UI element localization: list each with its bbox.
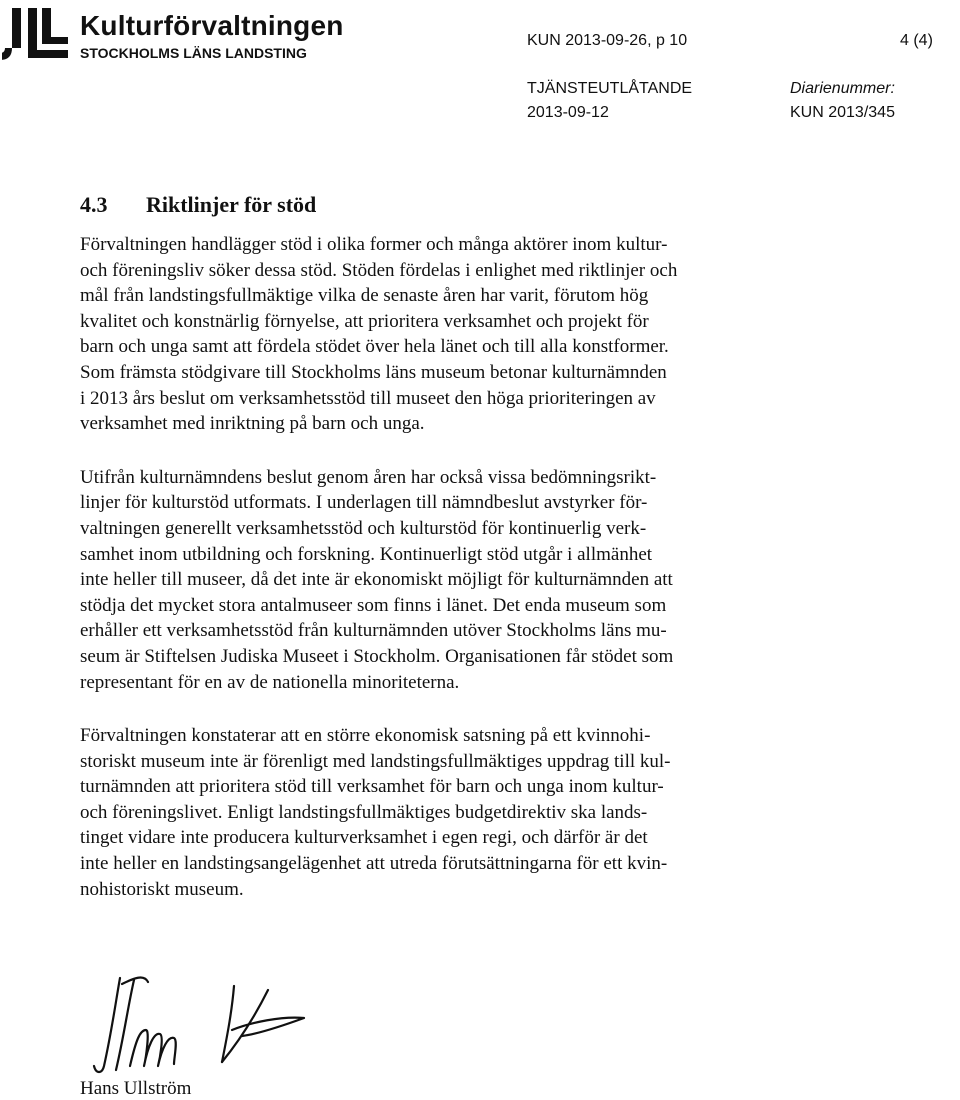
text-line: erhåller ett verksamhetsstöd från kulturnämnden utöver Stockholms läns mu- (80, 620, 667, 642)
text-line: Förvaltningen handlägger stöd i olika former och många aktörer inom kultur- (80, 234, 668, 255)
text-line: inte heller en landstingsangelägenhet att utreda förutsättningarna för ett kvin- (80, 853, 668, 875)
section-title: Riktlinjer för stöd (146, 192, 317, 217)
text-line: tinget vidare inte producera kulturverksamhet i egen regi, och därför är det (80, 827, 648, 849)
paragraph (80, 465, 820, 695)
text-line: och föreningsliv söker dessa stöd. Stöden fördelas i enlighet med riktlinjer och (80, 259, 678, 281)
text-line: Som främsta stödgivare till Stockholms läns museum betonar kulturnämnden (80, 361, 667, 383)
text-line: seum är Stiftelsen Judiska Museet i Stockholm. Organisationen får stödet som (80, 645, 674, 667)
text-line: representant för en av de nationella minoriteterna. (80, 671, 460, 693)
text-line: och föreningslivet. Enligt landstingsfullmäktiges budgetdirektiv ska lands- (80, 801, 648, 823)
text-line: i 2013 års beslut om verksamhetsstöd till museet den höga prioriteringen av (80, 387, 656, 409)
diarie-number: KUN 2013/345 (790, 104, 895, 121)
text-line: Förvaltningen konstaterar att en större ekonomisk satsning på ett kvinnohi- (80, 725, 651, 747)
text-line: barn och unga samt att fördela stödet över hela länet och till alla konstformer. (80, 336, 669, 358)
text-line: inte heller till museer, då det inte är ekonomiskt möjligt för kulturnämnden att (80, 569, 673, 591)
signer-name: Hans Ullström (80, 1078, 192, 1099)
organization-subtitle: STOCKHOLMS LÄNS LANDSTING (80, 45, 307, 61)
text-line: verksamhet med inriktning på barn och unga. (80, 413, 425, 435)
text-line: samhet inom utbildning och forskning. Kontinuerligt stöd utgår i allmänhet (80, 543, 653, 565)
text-line: kvalitet och konstnärlig förnyelse, att prioritera verksamhet och projekt för (80, 310, 649, 332)
text-line: nohistoriskt museum. (80, 878, 244, 900)
section-number: 4.3 (80, 192, 108, 217)
text-line: valtningen generellt verksamhetsstöd och kulturstöd för kontinuerlig verk- (80, 517, 647, 539)
paragraph (80, 232, 820, 437)
organization-name: Kulturförvaltningen (80, 10, 344, 41)
paragraph (80, 723, 820, 902)
sll-logo-icon (2, 6, 72, 66)
meeting-reference: KUN 2013-09-26, p 10 (527, 32, 688, 49)
page-number: 4 (4) (900, 32, 933, 49)
text-line: turnämnden att prioritera stöd till verksamhet för barn och unga inom kultur- (80, 776, 664, 798)
text-line: stödja det mycket stora antalmuseer som finns i länet. Det enda museum som (80, 594, 667, 616)
document-type: TJÄNSTEUTLÅTANDE (527, 80, 693, 97)
text-line: Utifrån kulturnämndens beslut genom åren har också vissa bedömningsrikt- (80, 466, 657, 488)
body-text (80, 232, 820, 930)
diarie-label: Diarienummer: (790, 80, 895, 97)
section-heading (80, 192, 316, 218)
document-date: 2013-09-12 (527, 104, 609, 121)
text-line: storiskt museum inte är förenligt med landstingsfullmäktiges uppdrag till kul- (80, 750, 671, 772)
handwritten-signature (82, 970, 312, 1080)
text-line: mål från landstingsfullmäktige vilka de senaste åren har varit, förutom hög (80, 285, 649, 307)
text-line: linjer för kulturstöd utformats. I underlagen till nämndbeslut avstyrker för- (80, 492, 648, 514)
